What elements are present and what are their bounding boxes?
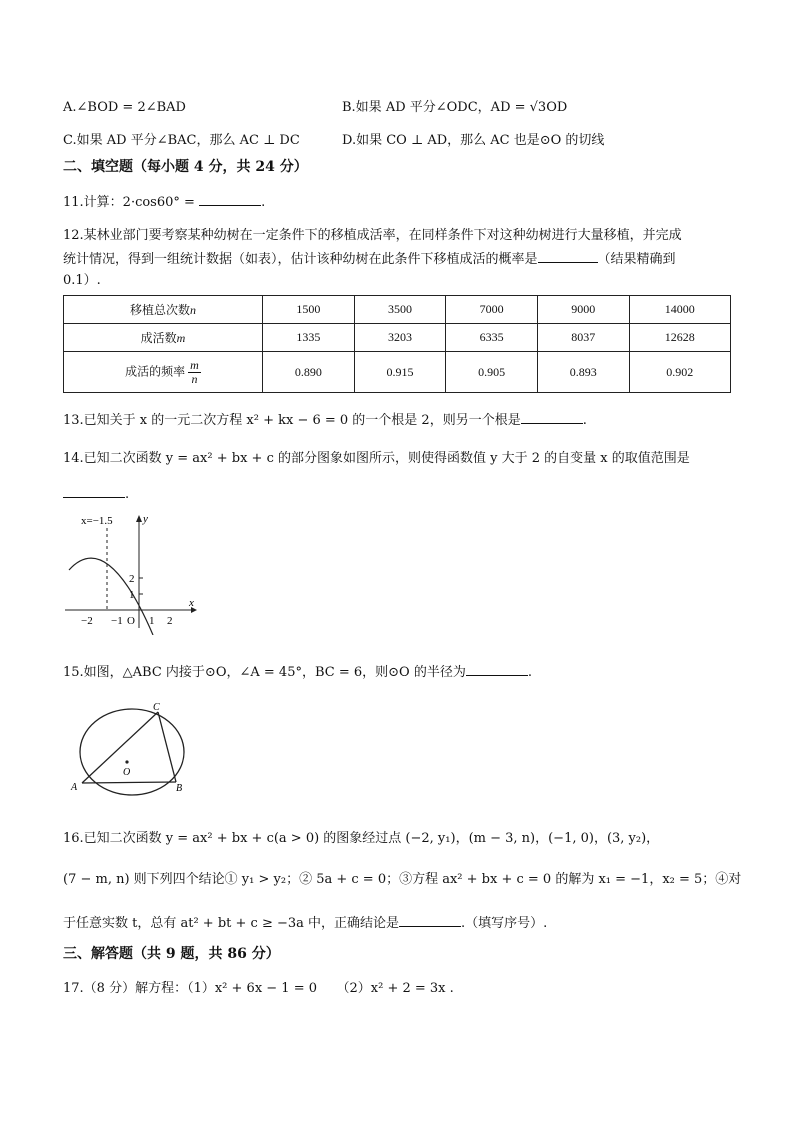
question-15-text: 15.如图，△ABC 内接于⊙O，∠A = 45°，BC = 6，则⊙O 的半径为 [63,665,466,680]
row-header-survived: 成活数m [64,324,263,352]
tick-label-x: O [127,615,135,627]
table-cell: 3500 [354,296,446,324]
tick-label-x: −2 [81,615,93,627]
table-cell: 3203 [354,324,446,352]
answer-blank-15[interactable] [466,662,528,676]
section-2-heading: 二、填空题（每小题 4 分，共 24 分） [63,159,308,175]
tick-label-x: −1 [111,615,123,627]
parabola-graph [63,510,203,635]
question-14-end: . [125,487,130,502]
question-16-line-3 [63,913,547,933]
question-13-end: . [582,413,587,428]
table-cell: 14000 [629,296,731,324]
table-cell: 0.893 [537,352,629,393]
question-12-line-3: 0.1）. [63,273,101,288]
answer-blank-11[interactable] [199,192,261,206]
center-point [125,760,128,763]
table-cell: 9000 [537,296,629,324]
tick-label-y: 2 [129,573,135,585]
fraction-m-over-n: $\frac{m}{n}$ [190,357,199,386]
option-b: B.如果 AD 平分∠ODC，AD = √3OD [342,100,568,115]
table-cell: 1500 [263,296,355,324]
label-o: O [123,767,131,778]
side-ab [82,782,176,783]
option-a: A.∠BOD = 2∠BAD [63,100,186,115]
label-a: A [71,782,78,793]
answer-blank-12[interactable] [538,249,598,263]
table-row [64,352,731,393]
tick-label-x: 2 [167,615,173,627]
question-12-line-2a: 统计情况，得到一组统计数据（如表），估计该种幼树在此条件下移植成活的概率是 [63,252,538,267]
table-row [64,324,731,352]
question-13 [63,410,587,430]
answer-blank-16[interactable] [399,913,461,927]
tick-label-x: 1 [149,615,155,627]
symmetry-label: x=−1.5 [81,515,113,527]
option-c: C.如果 AD 平分∠BAC，那么 AC ⊥ DC [63,133,300,148]
question-16-line-3a: 于任意实数 t，总有 at² + bt + c ≥ −3a 中，正确结论是 [63,916,400,931]
y-axis-arrow [136,515,142,522]
question-14-answer [63,484,129,504]
question-15-end: . [527,665,532,680]
answer-blank-14[interactable] [63,484,125,498]
row-header-frequency: 成活的频率 $\frac{m}{n}$ [64,352,263,393]
label-b: B [176,783,183,794]
table-cell: 1335 [263,324,355,352]
question-12-line-2b: （结果精确到 [597,252,676,267]
option-d: D.如果 CO ⊥ AD，那么 AC 也是⊙O 的切线 [342,133,605,148]
question-14: 14.已知二次函数 y = ax² + bx + c 的部分图象如图所示，则使得函数值 y 大于 2 的自变量 x 的取值范围是 [63,451,690,466]
answer-blank-13[interactable] [521,410,583,424]
transplant-data-table [63,295,731,393]
question-11-text: 11.计算：2·cos60° = [63,195,200,210]
row-header-total: 移植总次数n [64,296,263,324]
section-3-heading: 三、解答题（共 9 题，共 86 分） [63,946,280,962]
tick-label-y: 1 [129,589,135,601]
table-cell: 12628 [629,324,731,352]
question-17: 17.（8 分）解方程：（1）x² + 6x − 1 = 0 （2）x² + 2 = 3x . [63,981,454,996]
question-15 [63,662,532,682]
x-axis-label: x [189,597,194,609]
table-cell: 0.902 [629,352,731,393]
circle-triangle-diagram [68,700,198,800]
table-cell: 7000 [446,296,538,324]
side-bc [158,712,176,782]
table-cell: 8037 [537,324,629,352]
question-11 [63,192,265,212]
table-cell: 0.915 [354,352,446,393]
question-12-line-1: 12.某林业部门要考察某种幼树在一定条件下的移植成活率，在同样条件下对这种幼树进行大量移植，并完成 [63,228,682,243]
y-axis-label: y [143,513,148,525]
table-cell: 6335 [446,324,538,352]
question-16-line-1: 16.已知二次函数 y = ax² + bx + c(a > 0) 的图象经过点 (−2, y₁)，(m − 3, n)，(−1, 0)，(3, y₂)， [63,831,660,846]
question-16-line-2: (7 − m, n) 则下列四个结论① y₁ > y₂；② 5a + c = 0；③方程 ax² + bx + c = 0 的解为 x₁ = −1，x₂ = 5；④对 [63,872,742,887]
table-cell: 0.905 [446,352,538,393]
question-11-end: . [261,195,266,210]
label-c: C [153,702,160,713]
table-row [64,296,731,324]
table-cell: 0.890 [263,352,355,393]
question-16-line-3b: .（填写序号）. [461,916,548,931]
question-13-text: 13.已知关于 x 的一元二次方程 x² + kx − 6 = 0 的一个根是 2，则另一个根是 [63,413,521,428]
question-12-line-2 [63,249,676,269]
